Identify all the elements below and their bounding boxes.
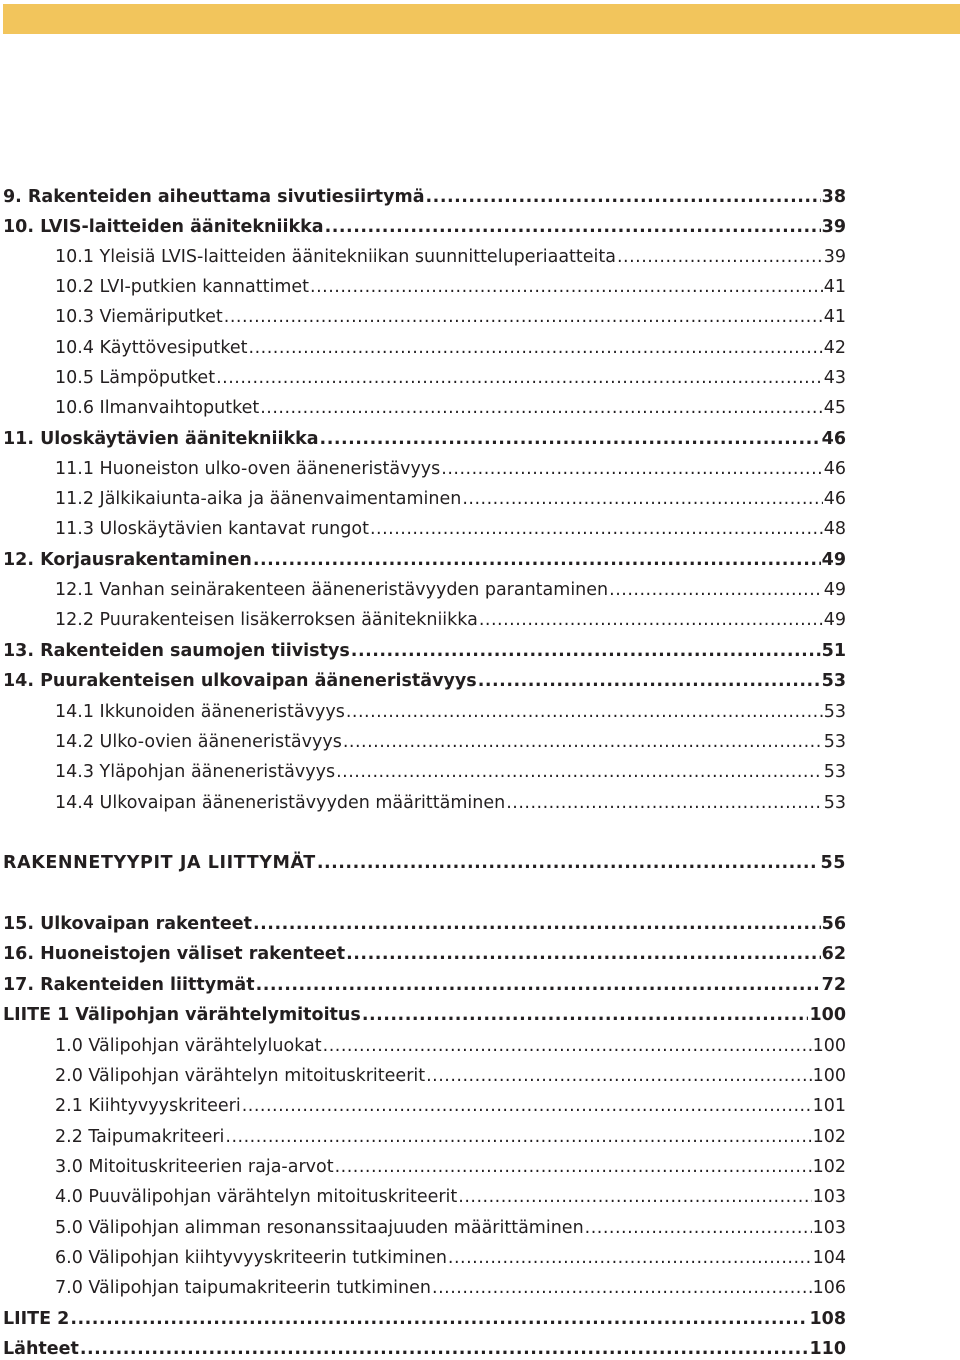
toc-dot-leader bbox=[343, 731, 823, 753]
toc-entry-page-number: 104 bbox=[812, 1248, 846, 1268]
toc-entry[interactable] bbox=[0, 272, 846, 298]
toc-entry-page-number: 49 bbox=[823, 610, 846, 630]
toc-entry[interactable] bbox=[0, 727, 846, 753]
toc-entry-page-number: 101 bbox=[812, 1096, 846, 1116]
toc-dot-leader bbox=[216, 367, 823, 389]
toc-entry-page-number: 46 bbox=[823, 489, 846, 509]
toc-entry-page-number: 51 bbox=[821, 641, 846, 661]
toc-entry-title: 6.0 Välipohjan kiihtyvyyskriteerin tutkiminen bbox=[55, 1248, 447, 1268]
toc-entry-title: 12.1 Vanhan seinärakenteen ääneneristävyyden parantaminen bbox=[55, 580, 609, 600]
toc-entry[interactable] bbox=[0, 1000, 846, 1026]
toc-entry-title: 14.2 Ulko-ovien ääneneristävyys bbox=[55, 732, 342, 752]
toc-dot-leader bbox=[585, 1217, 812, 1239]
toc-entry-title: Lähteet bbox=[3, 1339, 79, 1359]
toc-entry-page-number: 102 bbox=[812, 1157, 846, 1177]
toc-entry[interactable] bbox=[0, 393, 846, 419]
toc-entry-page-number: 39 bbox=[821, 217, 846, 237]
toc-dot-leader bbox=[253, 913, 821, 935]
toc-entry[interactable] bbox=[0, 788, 846, 814]
toc-dot-leader bbox=[432, 1277, 812, 1299]
toc-entry[interactable] bbox=[0, 212, 846, 238]
toc-entry-page-number: 103 bbox=[812, 1187, 846, 1207]
toc-entry[interactable] bbox=[0, 484, 846, 510]
toc-entry-title: 11. Uloskäytävien äänitekniikka bbox=[3, 429, 319, 449]
toc-entry-page-number: 45 bbox=[823, 398, 846, 418]
toc-entry-page-number: 49 bbox=[821, 550, 846, 570]
toc-entry-page-number: 55 bbox=[820, 853, 846, 873]
toc-entry-page-number: 42 bbox=[823, 338, 846, 358]
toc-entry[interactable] bbox=[0, 1031, 846, 1057]
toc-entry-page-number: 100 bbox=[812, 1066, 846, 1086]
toc-entry-page-number: 46 bbox=[823, 459, 846, 479]
toc-entry-title: 4.0 Puuvälipohjan värähtelyn mitoituskriteerit bbox=[55, 1187, 458, 1207]
toc-entry-title: 10. LVIS-laitteiden äänitekniikka bbox=[3, 217, 324, 237]
toc-entry[interactable] bbox=[0, 939, 846, 965]
toc-dot-leader bbox=[426, 1065, 811, 1087]
toc-entry[interactable] bbox=[0, 1091, 846, 1117]
toc-entry[interactable] bbox=[0, 1243, 846, 1269]
toc-entry-page-number: 49 bbox=[823, 580, 846, 600]
toc-entry-title: 2.1 Kiihtyvyyskriteeri bbox=[55, 1096, 241, 1116]
toc-entry-title: LIITE 2 bbox=[3, 1309, 70, 1329]
toc-dot-leader bbox=[310, 276, 823, 298]
toc-entry-title: 11.1 Huoneiston ulko-oven ääneneristävyys bbox=[55, 459, 441, 479]
toc-dot-leader bbox=[249, 337, 823, 359]
toc-entry[interactable] bbox=[0, 1061, 846, 1087]
toc-entry-page-number: 62 bbox=[821, 944, 846, 964]
toc-entry[interactable] bbox=[0, 575, 846, 601]
toc-entry-page-number: 53 bbox=[823, 702, 846, 722]
toc-entry[interactable] bbox=[0, 182, 846, 208]
toc-dot-leader bbox=[448, 1247, 812, 1269]
toc-dot-leader bbox=[323, 1035, 812, 1057]
toc-dot-leader bbox=[224, 306, 823, 328]
toc-entry-page-number: 38 bbox=[821, 187, 846, 207]
toc-entry-title: 10.3 Viemäriputket bbox=[55, 307, 223, 327]
toc-entry-page-number: 43 bbox=[823, 368, 846, 388]
toc-entry-title: RAKENNETYYPIT JA LIITTYMÄT bbox=[3, 853, 316, 873]
toc-entry[interactable] bbox=[0, 1273, 846, 1299]
toc-dot-leader bbox=[462, 488, 822, 510]
toc-entry[interactable] bbox=[0, 424, 846, 450]
toc-entry-page-number: 39 bbox=[823, 247, 846, 267]
toc-entry-title: 16. Huoneistojen väliset rakenteet bbox=[3, 944, 346, 964]
toc-dot-leader bbox=[362, 1004, 809, 1026]
toc-entry-page-number: 48 bbox=[823, 519, 846, 539]
toc-entry[interactable] bbox=[0, 302, 846, 328]
toc-dot-leader bbox=[256, 974, 821, 996]
toc-entry[interactable] bbox=[0, 1152, 846, 1178]
toc-entry-title: LIITE 1 Välipohjan värähtelymitoitus bbox=[3, 1005, 361, 1025]
toc-entry[interactable] bbox=[0, 1334, 846, 1360]
toc-entry-title: 10.1 Yleisiä LVIS-laitteiden äänitekniikan suunnitteluperiaatteita bbox=[55, 247, 616, 267]
toc-entry[interactable] bbox=[0, 514, 846, 540]
toc-entry[interactable] bbox=[0, 242, 846, 268]
toc-entry[interactable] bbox=[0, 1213, 846, 1239]
toc-entry-title: 15. Ulkovaipan rakenteet bbox=[3, 914, 252, 934]
toc-entry-title: 11.2 Jälkikaiunta-aika ja äänenvaimentaminen bbox=[55, 489, 462, 509]
toc-entry-page-number: 41 bbox=[823, 277, 846, 297]
toc-entry-page-number: 53 bbox=[821, 671, 846, 691]
toc-entry-title: 2.0 Välipohjan värähtelyn mitoituskriteerit bbox=[55, 1066, 426, 1086]
toc-dot-leader bbox=[70, 1308, 808, 1330]
toc-entry-title: 5.0 Välipohjan alimman resonanssitaajuuden määrittäminen bbox=[55, 1218, 584, 1238]
toc-entry-page-number: 56 bbox=[821, 914, 846, 934]
toc-dot-leader bbox=[370, 518, 823, 540]
toc-entry[interactable] bbox=[0, 605, 846, 631]
toc-entry-title: 17. Rakenteiden liittymät bbox=[3, 975, 255, 995]
toc-entry-title: 3.0 Mitoituskriteerien raja-arvot bbox=[55, 1157, 334, 1177]
toc-entry[interactable] bbox=[0, 1122, 846, 1148]
toc-dot-leader bbox=[346, 701, 823, 723]
toc-entry-title: 10.6 Ilmanvaihtoputket bbox=[55, 398, 260, 418]
toc-entry-title: 2.2 Taipumakriteeri bbox=[55, 1127, 225, 1147]
toc-dot-leader bbox=[351, 640, 821, 662]
toc-dot-leader bbox=[225, 1126, 811, 1148]
toc-entry-page-number: 53 bbox=[823, 762, 846, 782]
toc-entry-page-number: 72 bbox=[821, 975, 846, 995]
toc-entry-title: 14.1 Ikkunoiden ääneneristävyys bbox=[55, 702, 345, 722]
toc-entry-page-number: 53 bbox=[823, 732, 846, 752]
toc-entry[interactable] bbox=[0, 757, 846, 783]
toc-dot-leader bbox=[320, 428, 821, 450]
toc-entry-page-number: 41 bbox=[823, 307, 846, 327]
toc-entry-page-number: 106 bbox=[812, 1278, 846, 1298]
toc-entry-page-number: 103 bbox=[812, 1218, 846, 1238]
toc-entry[interactable] bbox=[0, 1304, 846, 1330]
toc-entry-page-number: 108 bbox=[809, 1309, 846, 1329]
toc-dot-leader bbox=[479, 609, 823, 631]
toc-entry-title: 10.4 Käyttövesiputket bbox=[55, 338, 248, 358]
toc-dot-leader bbox=[346, 943, 821, 965]
toc-dot-leader bbox=[609, 579, 823, 601]
toc-entry[interactable] bbox=[0, 636, 846, 662]
toc-dot-leader bbox=[325, 216, 821, 238]
toc-entry-title: 14. Puurakenteisen ulkovaipan ääneneristävyys bbox=[3, 671, 477, 691]
toc-entry[interactable] bbox=[0, 333, 846, 359]
toc-entry-title: 10.5 Lämpöputket bbox=[55, 368, 216, 388]
toc-entry[interactable] bbox=[0, 848, 846, 874]
toc-entry-page-number: 53 bbox=[823, 793, 846, 813]
toc-dot-leader bbox=[242, 1095, 812, 1117]
toc-entry-page-number: 100 bbox=[812, 1036, 846, 1056]
toc-entry[interactable] bbox=[0, 1182, 846, 1208]
toc-entry-title: 11.3 Uloskäytävien kantavat rungot bbox=[55, 519, 369, 539]
toc-entry[interactable] bbox=[0, 909, 846, 935]
toc-dot-leader bbox=[441, 458, 822, 480]
toc-entry[interactable] bbox=[0, 697, 846, 723]
toc-entry-title: 12. Korjausrakentaminen bbox=[3, 550, 252, 570]
toc-dot-leader bbox=[506, 792, 822, 814]
toc-entry-page-number: 100 bbox=[809, 1005, 846, 1025]
toc-entry[interactable] bbox=[0, 970, 846, 996]
toc-entry-title: 9. Rakenteiden aiheuttama sivutiesiirtymä bbox=[3, 187, 425, 207]
toc-entry-page-number: 46 bbox=[821, 429, 846, 449]
toc-dot-leader bbox=[478, 670, 821, 692]
toc-entry-title: 10.2 LVI-putkien kannattimet bbox=[55, 277, 309, 297]
toc-entry-page-number: 110 bbox=[809, 1339, 846, 1359]
toc-entry[interactable] bbox=[0, 545, 846, 571]
toc-dot-leader bbox=[260, 397, 823, 419]
toc-dot-leader bbox=[458, 1186, 811, 1208]
toc-entry[interactable] bbox=[0, 666, 846, 692]
toc-entry-title: 12.2 Puurakenteisen lisäkerroksen äänitekniikka bbox=[55, 610, 478, 630]
toc-dot-leader bbox=[335, 1156, 812, 1178]
toc-entry-title: 7.0 Välipohjan taipumakriteerin tutkiminen bbox=[55, 1278, 431, 1298]
toc-entry-title: 14.4 Ulkovaipan ääneneristävyyden määrittäminen bbox=[55, 793, 506, 813]
toc-entry[interactable] bbox=[0, 363, 846, 389]
toc-entry-title: 13. Rakenteiden saumojen tiivistys bbox=[3, 641, 350, 661]
toc-dot-leader bbox=[426, 186, 821, 208]
toc-entry-page-number: 102 bbox=[812, 1127, 846, 1147]
toc-dot-leader bbox=[336, 761, 823, 783]
toc-dot-leader bbox=[617, 246, 823, 268]
toc-entry[interactable] bbox=[0, 454, 846, 480]
toc-dot-leader bbox=[317, 852, 820, 874]
toc-entry-title: 1.0 Välipohjan värähtelyluokat bbox=[55, 1036, 322, 1056]
toc-dot-leader bbox=[253, 549, 821, 571]
toc-entry-title: 14.3 Yläpohjan ääneneristävyys bbox=[55, 762, 336, 782]
